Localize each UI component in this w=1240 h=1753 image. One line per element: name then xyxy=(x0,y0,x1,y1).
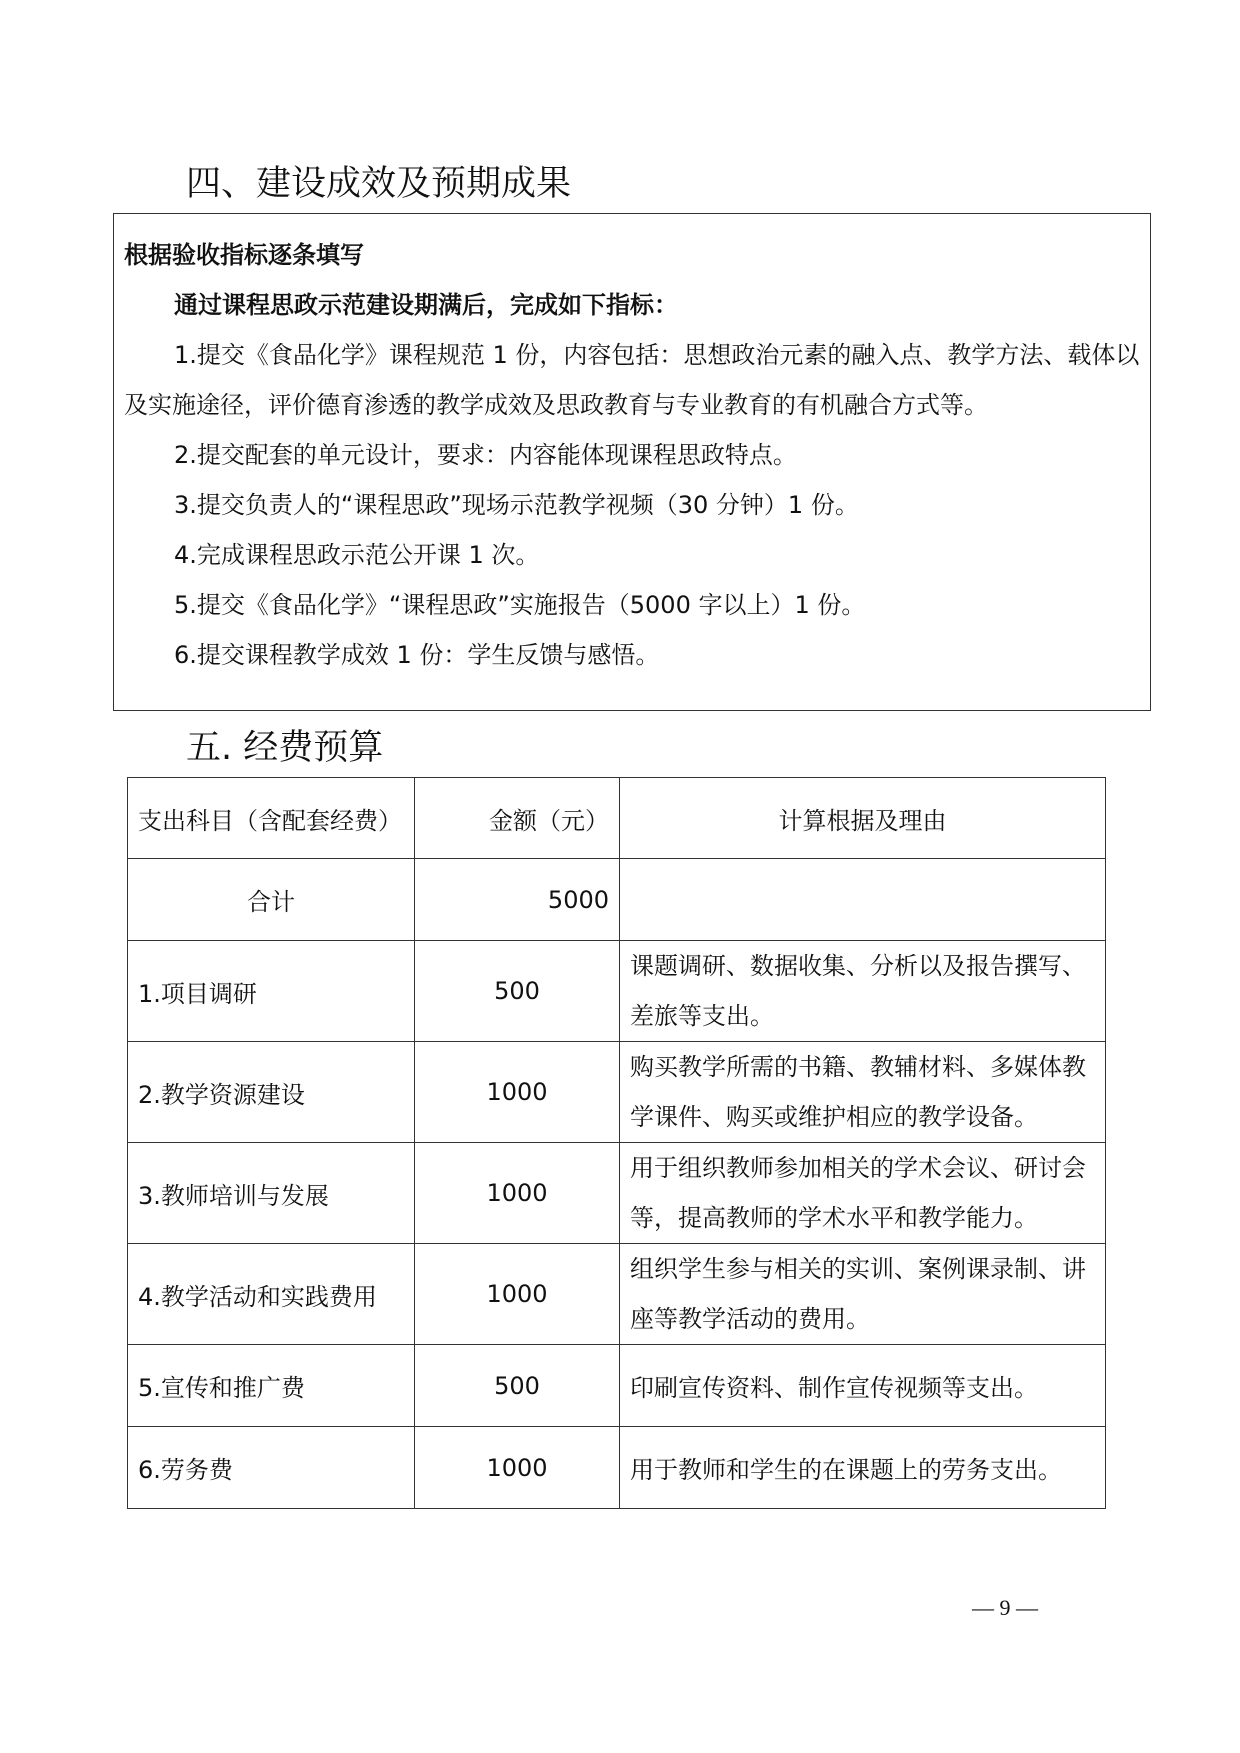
section-4-heading: 四、建设成效及预期成果 xyxy=(186,164,572,204)
table-row xyxy=(128,1042,1106,1143)
table-row xyxy=(128,1345,1106,1427)
row-reason: 用于教师和学生的在课题上的劳务支出。 xyxy=(620,1427,1106,1509)
table-row xyxy=(128,1244,1106,1345)
row-item: 1.项目调研 xyxy=(128,941,415,1042)
total-row xyxy=(128,859,1106,941)
row-amount: 1000 xyxy=(415,1427,620,1509)
result-item: 5.提交《食品化学》“课程思政”实施报告（5000 字以上）1 份。 xyxy=(174,591,866,619)
row-reason: 课题调研、数据收集、分析以及报告撰写、差旅等支出。 xyxy=(620,941,1106,1042)
budget-table xyxy=(127,777,1106,1509)
table-row xyxy=(128,1427,1106,1509)
row-item: 5.宣传和推广费 xyxy=(128,1345,415,1427)
row-reason: 用于组织教师参加相关的学术会议、研讨会等，提高教师的学术水平和教学能力。 xyxy=(620,1143,1106,1244)
row-amount: 1000 xyxy=(415,1244,620,1345)
row-amount: 1000 xyxy=(415,1143,620,1244)
row-amount: 500 xyxy=(415,941,620,1042)
total-reason xyxy=(620,859,1106,941)
result-item: 4.完成课程思政示范公开课 1 次。 xyxy=(174,541,540,569)
result-item: 6.提交课程教学成效 1 份：学生反馈与感悟。 xyxy=(174,641,660,669)
row-amount: 1000 xyxy=(415,1042,620,1143)
box-instruction: 根据验收指标逐条填写 xyxy=(124,241,364,269)
table-row xyxy=(128,941,1106,1042)
header-reason: 计算根据及理由 xyxy=(620,778,1106,859)
result-item: 3.提交负责人的“课程思政”现场示范教学视频（30 分钟）1 份。 xyxy=(174,491,859,519)
header-amount: 金额（元） xyxy=(415,778,620,859)
table-row xyxy=(128,1143,1106,1244)
row-item: 2.教学资源建设 xyxy=(128,1042,415,1143)
page-number: — 9 — xyxy=(972,1595,1038,1620)
row-item: 3.教师培训与发展 xyxy=(128,1143,415,1244)
row-amount: 500 xyxy=(415,1345,620,1427)
box-lead: 通过课程思政示范建设期满后，完成如下指标： xyxy=(174,291,678,319)
total-label: 合计 xyxy=(128,859,415,941)
row-item: 6.劳务费 xyxy=(128,1427,415,1509)
total-amount: 5000 xyxy=(415,859,620,941)
expected-results-box xyxy=(113,213,1151,711)
header-item: 支出科目（含配套经费） xyxy=(128,778,415,859)
result-item: 1.提交《食品化学》课程规范 1 份，内容包括：思想政治元素的融入点、教学方法、载体以及实施途径，评价德育渗透的教学成效及思政教育与专业教育的有机融合方式等。 xyxy=(124,341,1140,419)
table-header-row xyxy=(128,778,1106,859)
section-5-heading: 五. 经费预算 xyxy=(186,728,384,768)
row-item: 4.教学活动和实践费用 xyxy=(128,1244,415,1345)
row-reason: 印刷宣传资料、制作宣传视频等支出。 xyxy=(620,1345,1106,1427)
result-item: 2.提交配套的单元设计，要求：内容能体现课程思政特点。 xyxy=(174,441,797,469)
row-reason: 购买教学所需的书籍、教辅材料、多媒体教学课件、购买或维护相应的教学设备。 xyxy=(620,1042,1106,1143)
row-reason: 组织学生参与相关的实训、案例课录制、讲座等教学活动的费用。 xyxy=(620,1244,1106,1345)
